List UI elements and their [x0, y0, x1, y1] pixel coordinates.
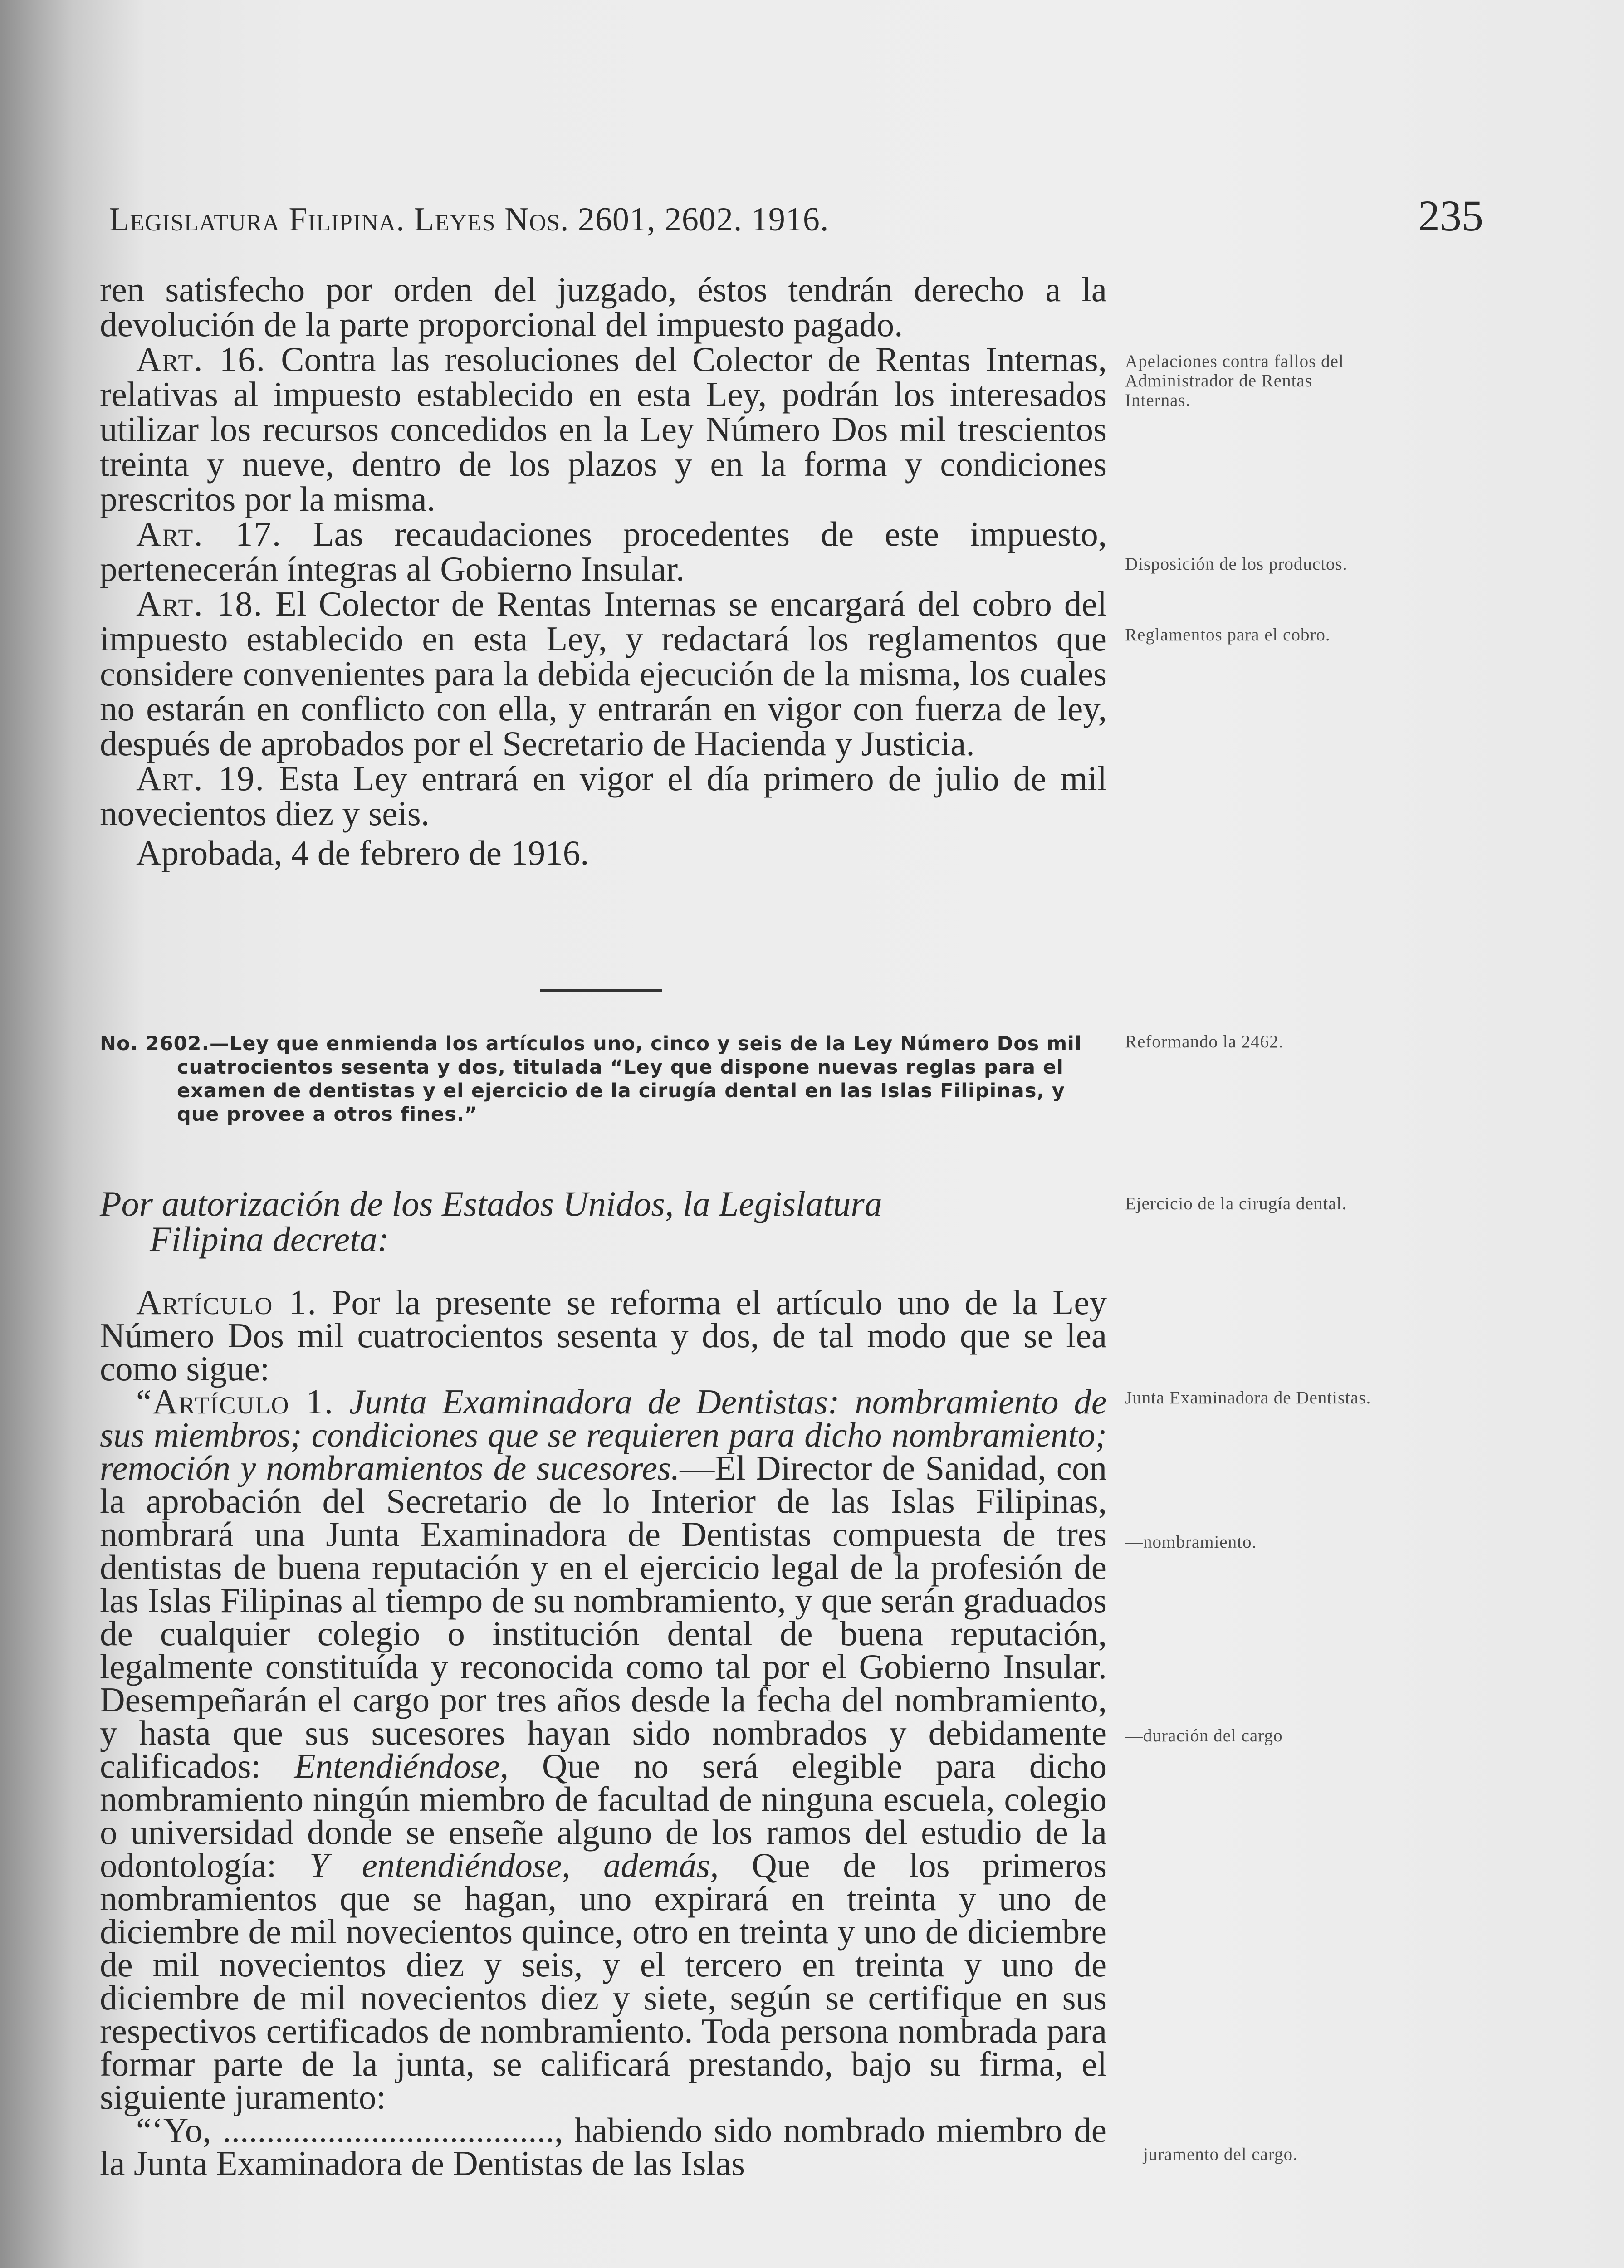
- article-1-text: Por la presente se reforma el artículo uno de la Ley Número Dos mil cuatrocientos sesenta y dos, de tal modo que se lea como sigue:: [100, 1283, 1107, 1388]
- enacting-clause-line-2: Filipina decreta:: [150, 1219, 389, 1259]
- enacting-clause-line-1: Por autorización de los Estados Unidos, la Legislatura: [100, 1184, 882, 1223]
- section-divider: [540, 989, 662, 992]
- running-head: Legislatura Filipina. Leyes Nos. 2601, 2602. 1916.: [109, 201, 829, 238]
- margin-note-juramento: —juramento del cargo.: [1125, 2145, 1298, 2164]
- quoted-article-1-title: Junta Examinadora de Dentistas: nombramiento de sus miembros; condiciones que se requieren para dicho nombramiento; remoción y nombramientos de sucesores.: [100, 1382, 1107, 1487]
- margin-note-duracion: —duración del cargo: [1125, 1726, 1283, 1745]
- article-1: [100, 1283, 1107, 1388]
- margin-note-ejercicio: Ejercicio de la cirugía dental.: [1125, 1194, 1347, 1213]
- act-2602-text: [100, 1283, 1107, 2183]
- margin-note-reglamentos: Reglamentos para el cobro.: [1125, 625, 1331, 645]
- article-17-text: Las recaudaciones procedentes de este impuesto, pertenecerán íntegras al Gobierno Insular.: [100, 514, 1107, 588]
- margin-note-apelaciones: Apelaciones contra fallos del Administrador de Rentas Internas.: [1125, 352, 1344, 410]
- article-18-label: Art. 18.: [136, 584, 263, 623]
- margin-note-reformando: Reformando la 2462.: [1125, 1032, 1284, 1051]
- proviso-1: Entendiéndose,: [294, 1746, 509, 1785]
- page-header: [109, 191, 1483, 254]
- quoted-article-1-text-2: Que no será elegible para dicho nombramiento ningún miembro de facultad de ninguna escuela, colegio o universidad donde se enseñe alguno de los ramos del estudio de la odontología:: [100, 1746, 1107, 1885]
- paragraph-continuation: ren satisfecho por orden del juzgado, éstos tendrán derecho a la devolución de la parte proporcional del impuesto pagado.: [100, 270, 1107, 344]
- proviso-2: Y entendiéndose, además,: [309, 1846, 719, 1885]
- quoted-article-1: [100, 1382, 1107, 2116]
- margin-note-nombramiento: —nombramiento.: [1125, 1532, 1257, 1552]
- oath-text: “‘Yo, ......................................, habiendo sido nombrado miembro de la Junta Examinadora de Dentistas de las Islas: [100, 2111, 1107, 2183]
- article-19: [100, 761, 1107, 831]
- article-17-label: Art. 17.: [136, 514, 282, 553]
- margin-note-disposicion: Disposición de los productos.: [1125, 554, 1348, 574]
- article-16-label: Art. 16.: [136, 340, 266, 379]
- quoted-article-1-text-3: Que de los primeros nombramientos que se hagan, uno expirará en treinta y uno de diciembre de mil novecientos quince, otro en treinta y uno de diciembre de mil novecientos diez y seis, y el tercero en treinta y uno de diciembre de mil novecientos diez y siete, según se certifique en sus respectivos certificados de nombramiento. Toda persona nombrada para formar parte de la junta, se calificará prestando, bajo su firma, el siguiente juramento:: [100, 1846, 1107, 2116]
- margin-note-junta: Junta Examinadora de Dentistas.: [1125, 1388, 1371, 1408]
- quoted-article-1-text-1: —El Director de Sanidad, con la aprobación del Secretario de lo Interior de las Islas Filipinas, nombrará una Junta Examinadora de Dentistas compuesta de tres dentistas de buena reputación y en el ejercicio legal de la profesión de las Islas Filipinas al tiempo de su nombramiento, y que serán graduados de cualquier colegio o institución dental de buena reputación, legalmente constituída y reconocida como tal por el Gobierno Insular. Desempeñarán el cargo por tres años desde la fecha del nombramiento, y hasta que sus sucesores hayan sido nombrados y debidamente calificados:: [100, 1448, 1107, 1785]
- page-number: 235: [1418, 191, 1483, 240]
- article-17: [100, 514, 1107, 588]
- article-1-label: Artículo 1.: [136, 1283, 317, 1322]
- article-18-text: El Colector de Rentas Internas se encargará del cobro del impuesto establecido en esta Ley, y redactará los reglamentos que considere convenientes para la debida ejecución de la misma, los cuales no estarán en conflicto con ella, y entrarán en vigor con fuerza de ley, después de aprobados por el Secretario de Hacienda y Justicia.: [100, 584, 1107, 763]
- act-2601-text: [100, 272, 1107, 870]
- approval-date: Aprobada, 4 de febrero de 1916.: [136, 833, 589, 872]
- enacting-clause: [100, 1186, 1107, 1257]
- article-18: [100, 584, 1107, 763]
- article-16-text: Contra las resoluciones del Colector de Rentas Internas, relativas al impuesto establecido en esta Ley, podrán los interesados utilizar los recursos concedidos en la Ley Número Dos mil trescientos treinta y nueve, dentro de los plazos y en la forma y condiciones prescritos por la misma.: [100, 340, 1107, 518]
- article-16: [100, 342, 1107, 517]
- article-19-label: Art. 19.: [136, 759, 265, 798]
- article-19-text: Esta Ley entrará en vigor el día primero de julio de mil novecientos diez y seis.: [100, 759, 1107, 833]
- quoted-article-1-label: “Artículo 1.: [136, 1382, 334, 1421]
- act-2602-summary: No. 2602.—Ley que enmienda los artículos uno, cinco y seis de la Ley Número Dos mil cuatrocientos sesenta y dos, titulada “Ley que dispone nuevas reglas para el examen de dentistas y el ejercicio de la cirugía dental en las Islas Filipinas, y que provee a otros fines.”: [100, 1032, 1082, 1126]
